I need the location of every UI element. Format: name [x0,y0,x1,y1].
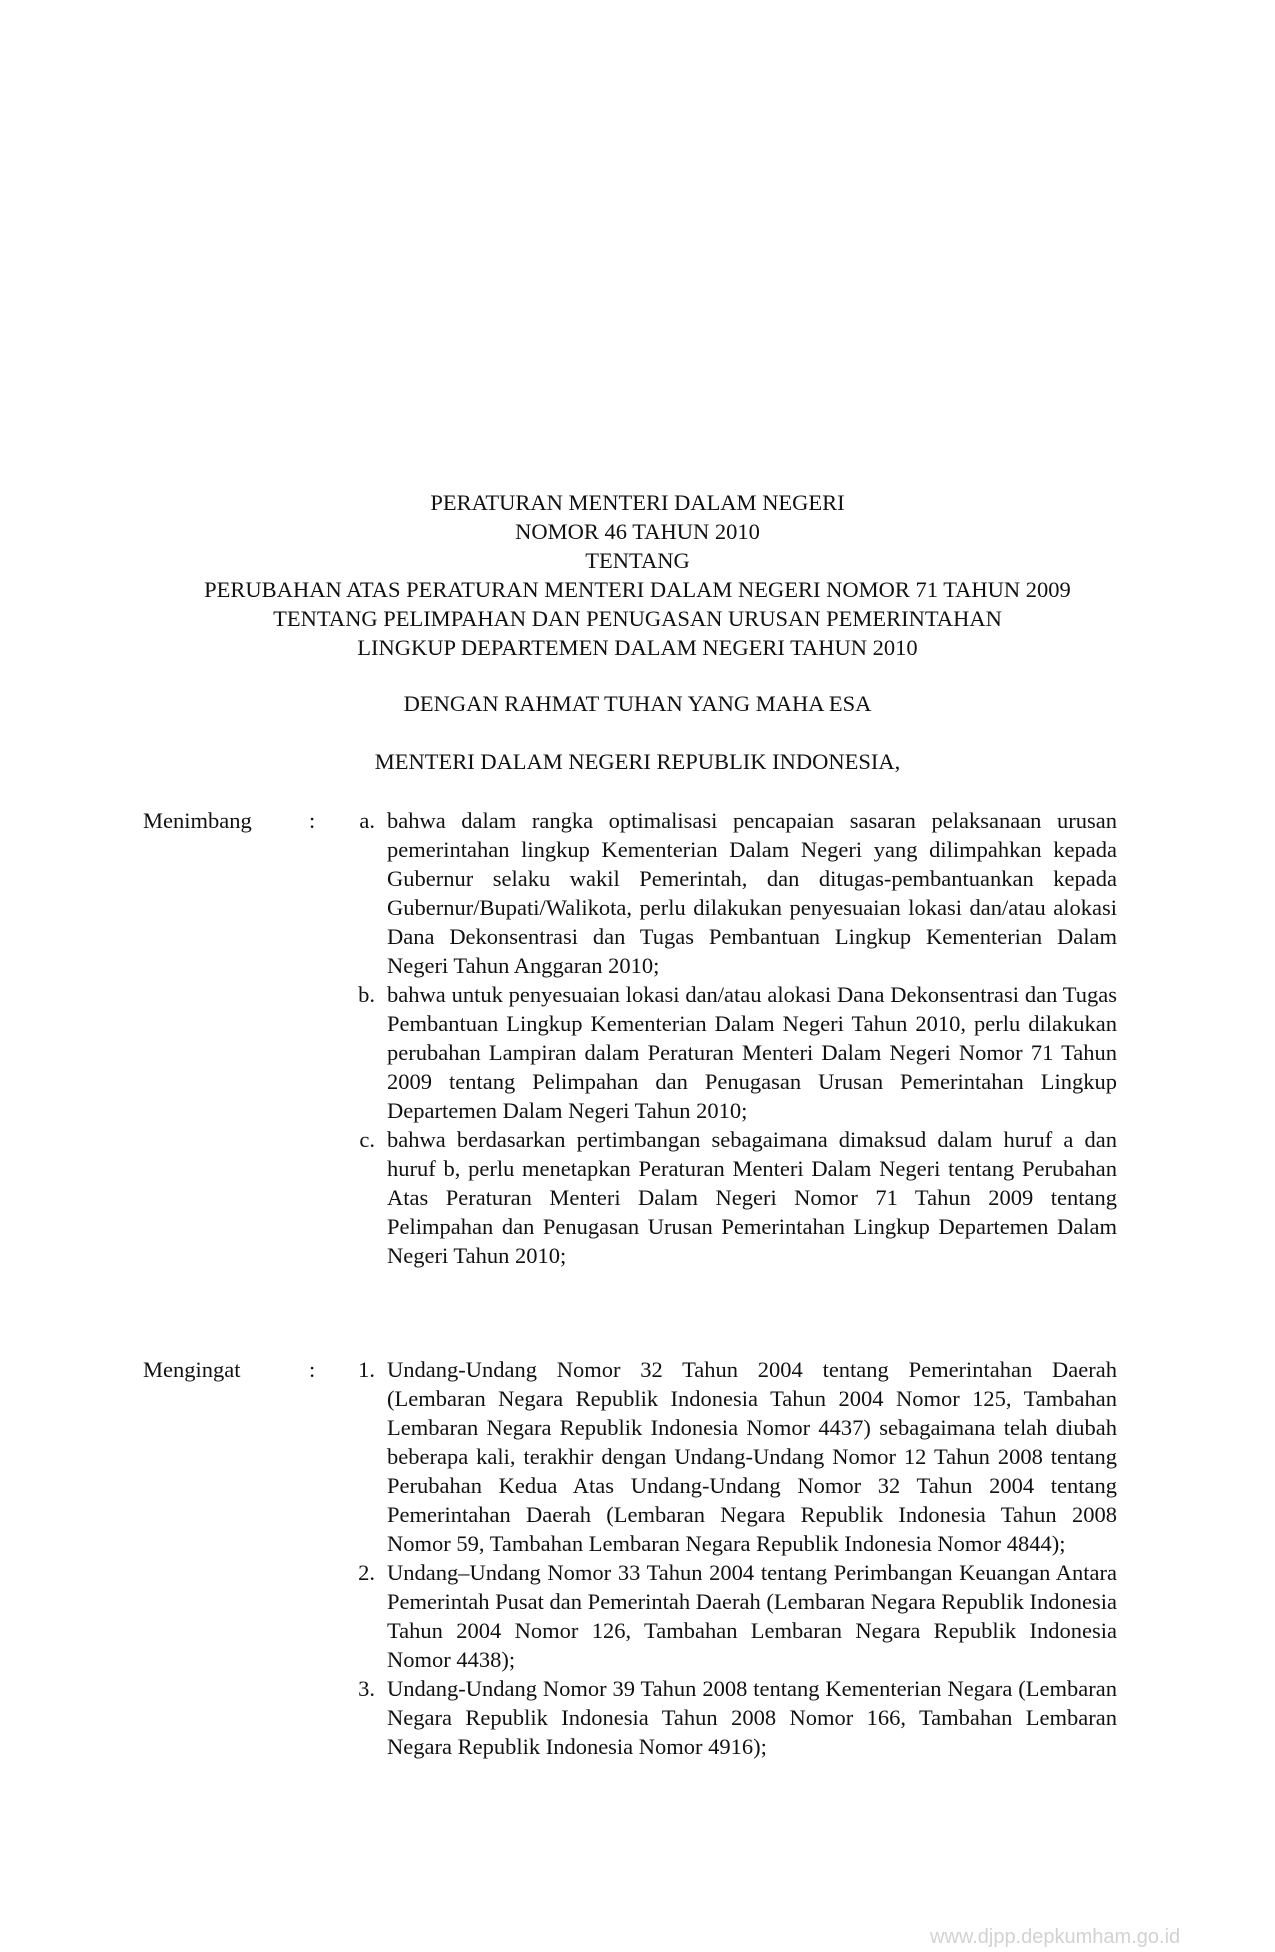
item-text: bahwa berdasarkan pertimbangan sebagaimana dimaksud dalam huruf a dan huruf b, perlu menetapkan Peraturan Menteri Dalam Negeri tentang Perubahan Atas Peraturan Menteri Dalam Negeri Nomor 71 Tahun 2009 tentang Pelimpahan dan Penugasan Urusan Pemerintahan Lingkup Departemen Dalam Negeri Tahun 2010; [387,1127,1117,1268]
title-line: NOMOR 46 TAHUN 2010 [515,519,760,544]
consideration-item [339,1125,1117,1270]
title-line: LINGKUP DEPARTEMEN DALAM NEGERI TAHUN 2010 [357,635,918,660]
consideration-item [339,980,1117,1125]
legal-basis-item [339,1558,1117,1674]
consideration-list [339,806,1117,1270]
item-marker: 2. [358,1560,375,1585]
authority-line: MENTERI DALAM NEGERI REPUBLIK INDONESIA, [374,749,901,774]
section-colon: : [309,808,316,833]
title-line: PERUBAHAN ATAS PERATURAN MENTERI DALAM NEGERI NOMOR 71 TAHUN 2009 [204,577,1071,602]
watermark: www.djpp.depkumham.go.id [930,1926,1181,1948]
section-label: Mengingat [143,1357,241,1382]
item-text: bahwa dalam rangka optimalisasi pencapaian sasaran pelaksanaan urusan pemerintahan lingkup Kementerian Dalam Negeri yang dilimpahkan kepada Gubernur selaku wakil Pemerintah, dan ditugas-pembantuankan kepada Gubernur/Bupati/Walikota, perlu dilakukan penyesuaian lokasi dan/atau alokasi Dana Dekonsentrasi dan Tugas Pembantuan Lingkup Kementerian Dalam Negeri Tahun Anggaran 2010; [387,808,1117,978]
item-text: bahwa untuk penyesuaian lokasi dan/atau alokasi Dana Dekonsentrasi dan Tugas Pembantuan Lingkup Kementerian Dalam Negeri Tahun 2010, perlu dilakukan perubahan Lampiran dalam Peraturan Menteri Dalam Negeri Nomor 71 Tahun 2009 tentang Pelimpahan dan Penugasan Urusan Pemerintahan Lingkup Departemen Dalam Negeri Tahun 2010; [387,982,1117,1123]
legal-basis-list [339,1355,1117,1761]
section-label: Menimbang [143,808,252,833]
item-text: Undang-Undang Nomor 32 Tahun 2004 tentang Pemerintahan Daerah (Lembaran Negara Republik Indonesia Tahun 2004 Nomor 125, Tambahan Lembaran Negara Republik Indonesia Nomor 4437) sebagaimana telah diubah beberapa kali, terakhir dengan Undang-Undang Nomor 12 Tahun 2008 tentang Perubahan Kedua Atas Undang-Undang Nomor 32 Tahun 2004 tentang Pemerintahan Daerah (Lembaran Negara Republik Indonesia Tahun 2008 Nomor 59, Tambahan Lembaran Negara Republik Indonesia Nomor 4844); [387,1357,1117,1556]
legal-basis-item [339,1674,1117,1761]
consideration-item [339,806,1117,980]
section-colon: : [309,1357,316,1382]
greeting: DENGAN RAHMAT TUHAN YANG MAHA ESA [403,691,872,716]
item-marker: b. [358,982,375,1007]
title-line: TENTANG PELIMPAHAN DAN PENUGASAN URUSAN PEMERINTAHAN [273,606,1002,631]
item-text: Undang–Undang Nomor 33 Tahun 2004 tentang Perimbangan Keuangan Antara Pemerintah Pusat dan Pemerintah Daerah (Lembaran Negara Republik Indonesia Tahun 2004 Nomor 126, Tambahan Lembaran Negara Republik Indonesia Nomor 4438); [387,1560,1117,1672]
document-title [0,488,1275,662]
item-marker: 1. [358,1357,375,1382]
title-line: TENTANG [585,548,690,573]
item-text: Undang-Undang Nomor 39 Tahun 2008 tentang Kementerian Negara (Lembaran Negara Republik Indonesia Tahun 2008 Nomor 166, Tambahan Lembaran Negara Republik Indonesia Nomor 4916); [387,1676,1117,1759]
title-line: PERATURAN MENTERI DALAM NEGERI [430,490,845,515]
item-marker: 3. [358,1676,375,1701]
item-marker: a. [359,808,375,833]
item-marker: c. [359,1127,375,1152]
legal-basis-item [339,1355,1117,1558]
